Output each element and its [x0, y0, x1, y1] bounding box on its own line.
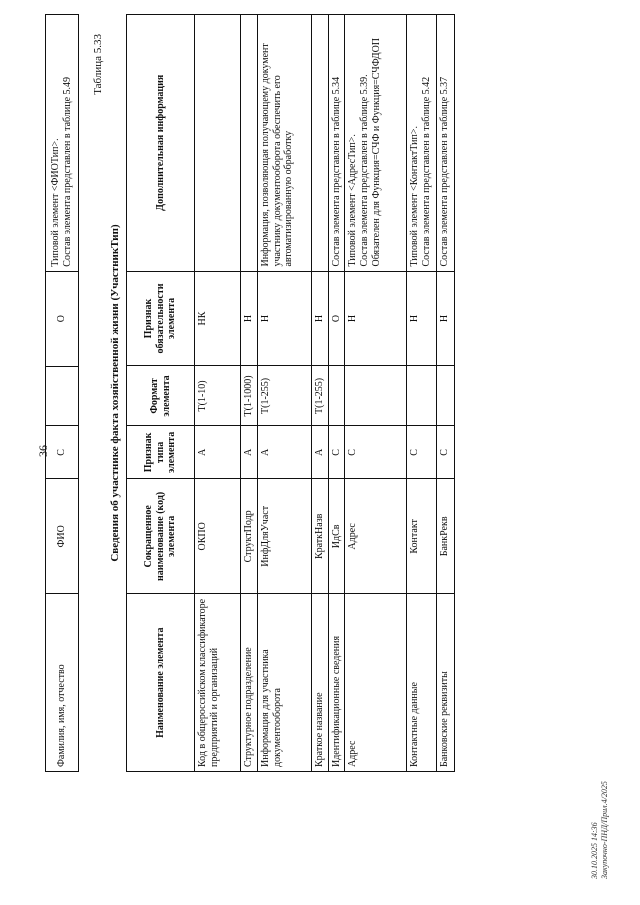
cell-name: Код в общероссийском классификаторе предприятий и организаций [195, 594, 241, 772]
cell-info: Типовой элемент <КонтактТип>. Состав элемента представлен в таблице 5.42 [407, 15, 437, 272]
cell-required: Н [345, 271, 407, 366]
cell-info [241, 15, 258, 272]
cell-short: ФИО [46, 479, 79, 594]
cell-type: С [345, 426, 407, 479]
cell-info: Типовой элемент <АдресТип>. Состав элемента представлен в таблице 5.39. Обязателен для Функция=СЧФ и Функция=СЧФДОП [345, 15, 407, 272]
cell-short: ОКПО [195, 479, 241, 594]
cell-required: Н [437, 271, 455, 366]
cell-short: ИдСв [328, 479, 345, 594]
cell-type: А [195, 426, 241, 479]
cell-name: Информация для участника документооборота [257, 594, 311, 772]
table-row [257, 15, 311, 772]
cell-info [311, 15, 328, 272]
cell-short: БанкРекв [437, 479, 455, 594]
cell-required: О [46, 271, 79, 366]
cell-info: Состав элемента представлен в таблице 5.37 [437, 15, 455, 272]
cell-format: T(1-255) [257, 366, 311, 426]
header-format: Формат элемента [127, 366, 195, 426]
cell-type: С [46, 426, 79, 479]
header-type: Признак типа элемента [127, 426, 195, 479]
header-row [127, 15, 195, 772]
cell-required: Н [257, 271, 311, 366]
cell-info: Состав элемента представлен в таблице 5.34 [328, 15, 345, 272]
table-row [46, 15, 79, 772]
table-row [195, 15, 241, 772]
main-table [126, 14, 455, 772]
cell-short: КраткНазв [311, 479, 328, 594]
top-continuation-table [45, 14, 79, 772]
cell-name: Контактные данные [407, 594, 437, 772]
cell-format: T(1-1000) [241, 366, 258, 426]
cell-format [328, 366, 345, 426]
table-row [241, 15, 258, 772]
cell-name: Краткое название [311, 594, 328, 772]
table-reference: Таблица 5.33 [92, 34, 104, 95]
cell-type: С [437, 426, 455, 479]
cell-format [407, 366, 437, 426]
cell-name: Фамилия, имя, отчество [46, 594, 79, 772]
cell-name: Банковские реквизиты [437, 594, 455, 772]
cell-required: Н [407, 271, 437, 366]
table-row [311, 15, 328, 772]
cell-format: T(1-255) [311, 366, 328, 426]
table-row [407, 15, 437, 772]
cell-type: А [241, 426, 258, 479]
cell-type: А [257, 426, 311, 479]
table-row [328, 15, 345, 772]
cell-short: СтруктПодр [241, 479, 258, 594]
header-info: Дополнительная информация [127, 15, 195, 272]
cell-type: С [328, 426, 345, 479]
cell-info: Информация, позволяющая получающему документ участнику документооборота обеспечить его автоматизированную обработку [257, 15, 311, 272]
header-short: Сокращенное наименование (код) элемента [127, 479, 195, 594]
table-row [345, 15, 407, 772]
cell-format [46, 366, 79, 426]
header-name: Наименование элемента [127, 594, 195, 772]
cell-info [195, 15, 241, 272]
cell-info: Типовой элемент <ФИОТип>. Состав элемента представлен в таблице 5.49 [46, 15, 79, 272]
cell-short: Адрес [345, 479, 407, 594]
cell-name: Структурное подразделение [241, 594, 258, 772]
cell-format [345, 366, 407, 426]
page-number: 36 [36, 445, 50, 457]
footer-stamp: 30.10.2025 14:36 Закупочно-ПНД/Прил.4/2025 [590, 781, 609, 879]
cell-format [437, 366, 455, 426]
cell-format: T(1-10) [195, 366, 241, 426]
cell-name: Адрес [345, 594, 407, 772]
cell-required: НК [195, 271, 241, 366]
table-row [437, 15, 455, 772]
cell-name: Идентификационные сведения [328, 594, 345, 772]
table-title: Сведения об участнике факта хозяйственной жизни (УчастникТип) [109, 224, 121, 562]
cell-type: С [407, 426, 437, 479]
cell-required: О [328, 271, 345, 366]
cell-type: А [311, 426, 328, 479]
cell-required: Н [311, 271, 328, 366]
cell-short: Контакт [407, 479, 437, 594]
cell-required: Н [241, 271, 258, 366]
cell-short: ИнфДляУчаст [257, 479, 311, 594]
header-required: Признак обязательности элемента [127, 271, 195, 366]
